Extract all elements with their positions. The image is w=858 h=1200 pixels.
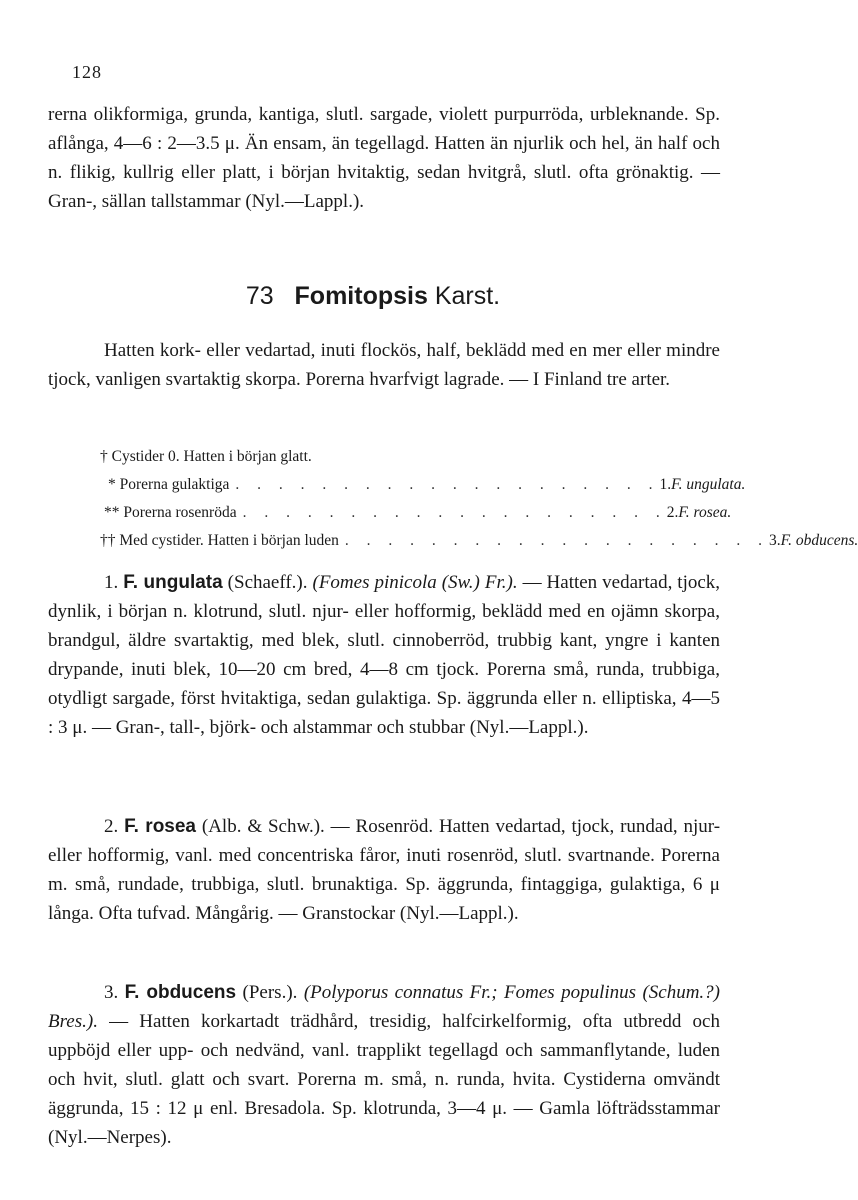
genus-heading	[0, 282, 746, 311]
species-paragraph	[48, 568, 720, 742]
species-author: (Pers.).	[242, 982, 298, 1003]
key-species-name: F. rosea.	[678, 504, 732, 521]
species-text: — Hatten vedartad, tjock, dynlik, i början n. klotrund, slutl. njur- eller hofformig, beklädd med en ojämn skorpa, brandgul, äldre svartaktig, med blek, slutl. cinnoberröd, trubbig kant, yngre i kanten drypande, inuti blek, 10—20 cm bred, 4—8 cm tjock. Porerna små, runda, trubbiga, otydligt sargade, först hvitaktiga, sedan gulaktiga. Sp. äggrunda eller n. elliptiska, 4—5 : 3 μ. — Gran-, tall-, björk- och alstammar och stubbar (Nyl.—Lappl.).	[48, 572, 721, 738]
species-author: (Alb. & Schw.).	[201, 816, 325, 837]
genus-number: 73	[245, 282, 274, 310]
key-desc: † Cystider 0. Hatten i början glatt.	[100, 448, 312, 465]
key-row	[100, 476, 746, 504]
genus-name: Fomitopsis	[294, 282, 428, 310]
species-paragraph	[48, 812, 720, 928]
species-entry-3	[48, 978, 720, 1152]
genus-author: Karst.	[434, 282, 501, 310]
species-synonym: (Polyporus connatus Fr.; Fomes populinus (Schum.?) Bres.).	[48, 982, 721, 1032]
species-number: 2.	[104, 816, 119, 837]
key-row	[100, 448, 700, 476]
key-leader-dots: . . . . . . . . . . . . . . . . . . . .	[242, 504, 667, 521]
key-desc: * Porerna gulaktiga	[108, 476, 230, 493]
species-synonym: (Fomes pinicola (Sw.) Fr.).	[312, 572, 518, 593]
species-author: (Schaeff.).	[227, 572, 308, 593]
key-row	[100, 504, 732, 532]
species-text: — Hatten korkartadt trädhård, tresidig, halfcirkelformig, ofta utbredd och uppböjd eller upp- och nedvänd, vanl. trapplikt tegellagd och sammanflytande, luden och hvit, slutl. glatt och svart. Porerna m. små, n. runda, hvita. Cystiderna omvändt äggrunda, 15 : 12 μ enl. Bresadola. Sp. klotrunda, 3—4 μ. — Gamla löfträdsstammar (Nyl.—Nerpes).	[48, 1011, 720, 1148]
genus-description-block	[48, 336, 720, 394]
key-number: 3.	[769, 532, 781, 549]
key-species-name: F. ungulata.	[671, 476, 746, 493]
species-number: 3.	[104, 982, 119, 1003]
genus-description: Hatten kork- eller vedartad, inuti flockös, half, beklädd med en mer eller mindre tjock, vanligen svartaktig skorpa. Porerna hvarfvigt lagrade. — I Finland tre arter.	[48, 340, 720, 390]
species-key	[100, 448, 858, 560]
species-paragraph	[48, 978, 720, 1152]
species-entry-2	[48, 812, 720, 928]
page-number: 128	[72, 62, 102, 82]
species-name: F. ungulata	[123, 572, 223, 593]
key-desc: ** Porerna rosenröda	[104, 504, 237, 521]
species-number: 1.	[104, 572, 119, 593]
species-name: F. obducens	[124, 982, 237, 1003]
key-leader-dots: . . . . . . . . . . . . . . . . . . . .	[344, 532, 770, 549]
key-species-name: F. obducens.	[780, 532, 858, 549]
key-number: 2.	[666, 504, 679, 521]
species-name: F. rosea	[124, 816, 196, 837]
species-text: — Rosenröd. Hatten vedartad, tjock, rundad, njur- eller hofformig, vanl. med concentriska fåror, inuti rosenröd, slutl. svartnande. Porerna m. små, rundade, trubbiga, slutl. brunaktiga. Sp. äggrunda, fintaggiga, gulaktiga, 6 μ långa. Ofta tufvad. Mångårig. — Granstockar (Nyl.—Lappl.).	[48, 816, 721, 924]
key-desc: †† Med cystider. Hatten i början luden	[100, 532, 339, 549]
key-number: 1.	[659, 476, 672, 493]
species-entry-1	[48, 568, 720, 742]
key-leader-dots: . . . . . . . . . . . . . . . . . . . .	[235, 476, 660, 493]
key-row	[100, 532, 858, 560]
intro-paragraph-block	[48, 100, 720, 216]
intro-paragraph: rerna olikformiga, grunda, kantiga, slutl. sargade, violett purpurröda, urbleknande. Sp. aflånga, 4—6 : 2—3.5 μ. Än ensam, än tegellagd. Hatten än njurlik och hel, än half och n. flikig, kullrig eller platt, i början hvitaktig, sedan hvitgrå, slutl. ofta grönaktig. — Gran-, sällan tallstammar (Nyl.—Lappl.).	[48, 104, 720, 212]
